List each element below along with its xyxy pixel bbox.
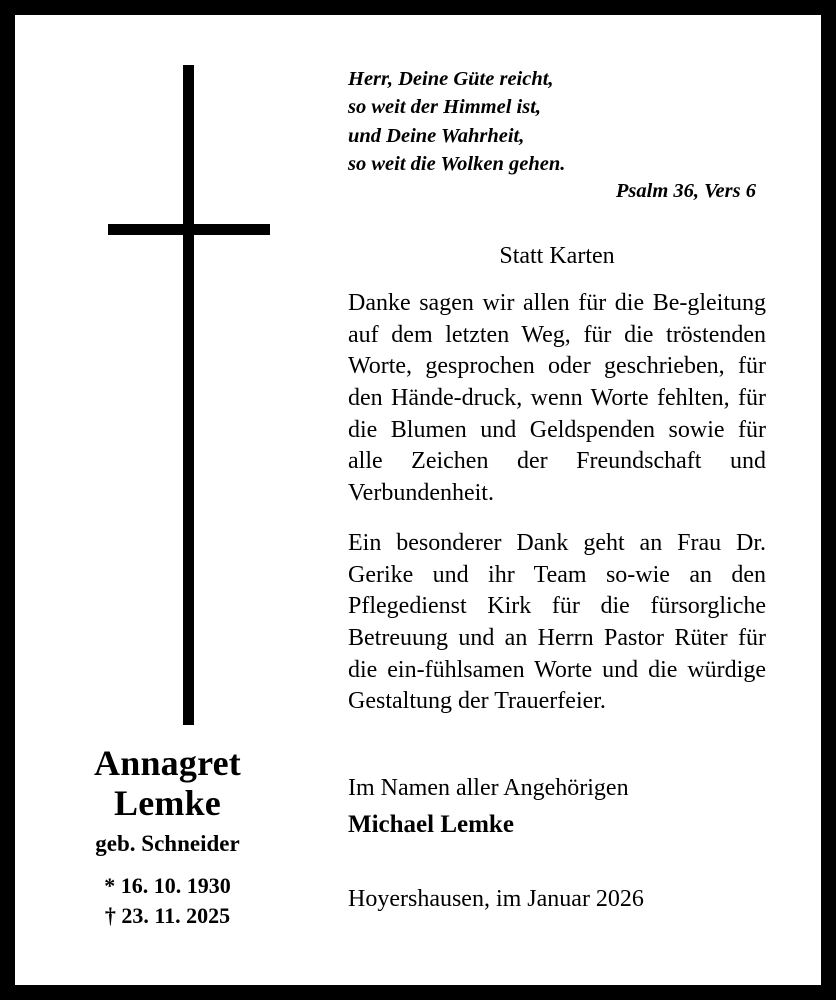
cross-vertical-bar (183, 65, 194, 725)
section-heading: Statt Karten (499, 243, 615, 270)
verse-line: so weit der Himmel ist, (348, 96, 542, 119)
signer-name: Michael Lemke (348, 811, 514, 839)
thanks-paragraph: Danke sagen wir allen für die Be-gleitung auf dem letzten Weg, für die tröstenden Worte, gesprochen oder geschrieben, für den Hände-druck, wenn Worte fehlten, für die Blumen und Geldspenden sowie für alle Zeichen der Freundschaft und Verbundenheit. (348, 290, 766, 507)
verse-line: und Deine Wahrheit, (348, 124, 525, 147)
cross-icon (15, 15, 320, 735)
right-column (320, 15, 821, 985)
special-thanks-paragraph: Ein besonderer Dank geht an Frau Dr. Gerike und ihr Team so-wie an den Pflegedienst Kirk für die fürsorgliche Betreuung und an Herrn Pastor Rüter für die ein-fühlsamen Worte und die würdige Gestaltung der Trauerfeier. (348, 529, 766, 715)
on-behalf-text: Im Namen aller Angehörigen (348, 774, 629, 801)
deceased-dates (15, 871, 320, 930)
deceased-name-block (15, 743, 320, 931)
verse-block (348, 65, 766, 178)
verse-line: so weit die Wolken gehen. (348, 152, 566, 175)
closing-block (348, 772, 766, 842)
left-column (15, 15, 320, 985)
deceased-last-name: Lemke (114, 783, 221, 824)
notice-inner-frame (12, 12, 824, 988)
place-and-date: Hoyershausen, im Januar 2026 (348, 886, 644, 912)
deceased-first-name: Annagret (94, 743, 241, 783)
verse-line: Herr, Deine Güte reicht, (348, 68, 554, 90)
birth-date: * 16. 10. 1930 (104, 873, 231, 899)
death-date: † 23. 11. 2025 (104, 902, 231, 928)
verse-source: Psalm 36, Vers 6 (615, 180, 756, 203)
deceased-maiden-name: geb. Schneider (95, 830, 240, 856)
cross-horizontal-bar (108, 224, 270, 235)
